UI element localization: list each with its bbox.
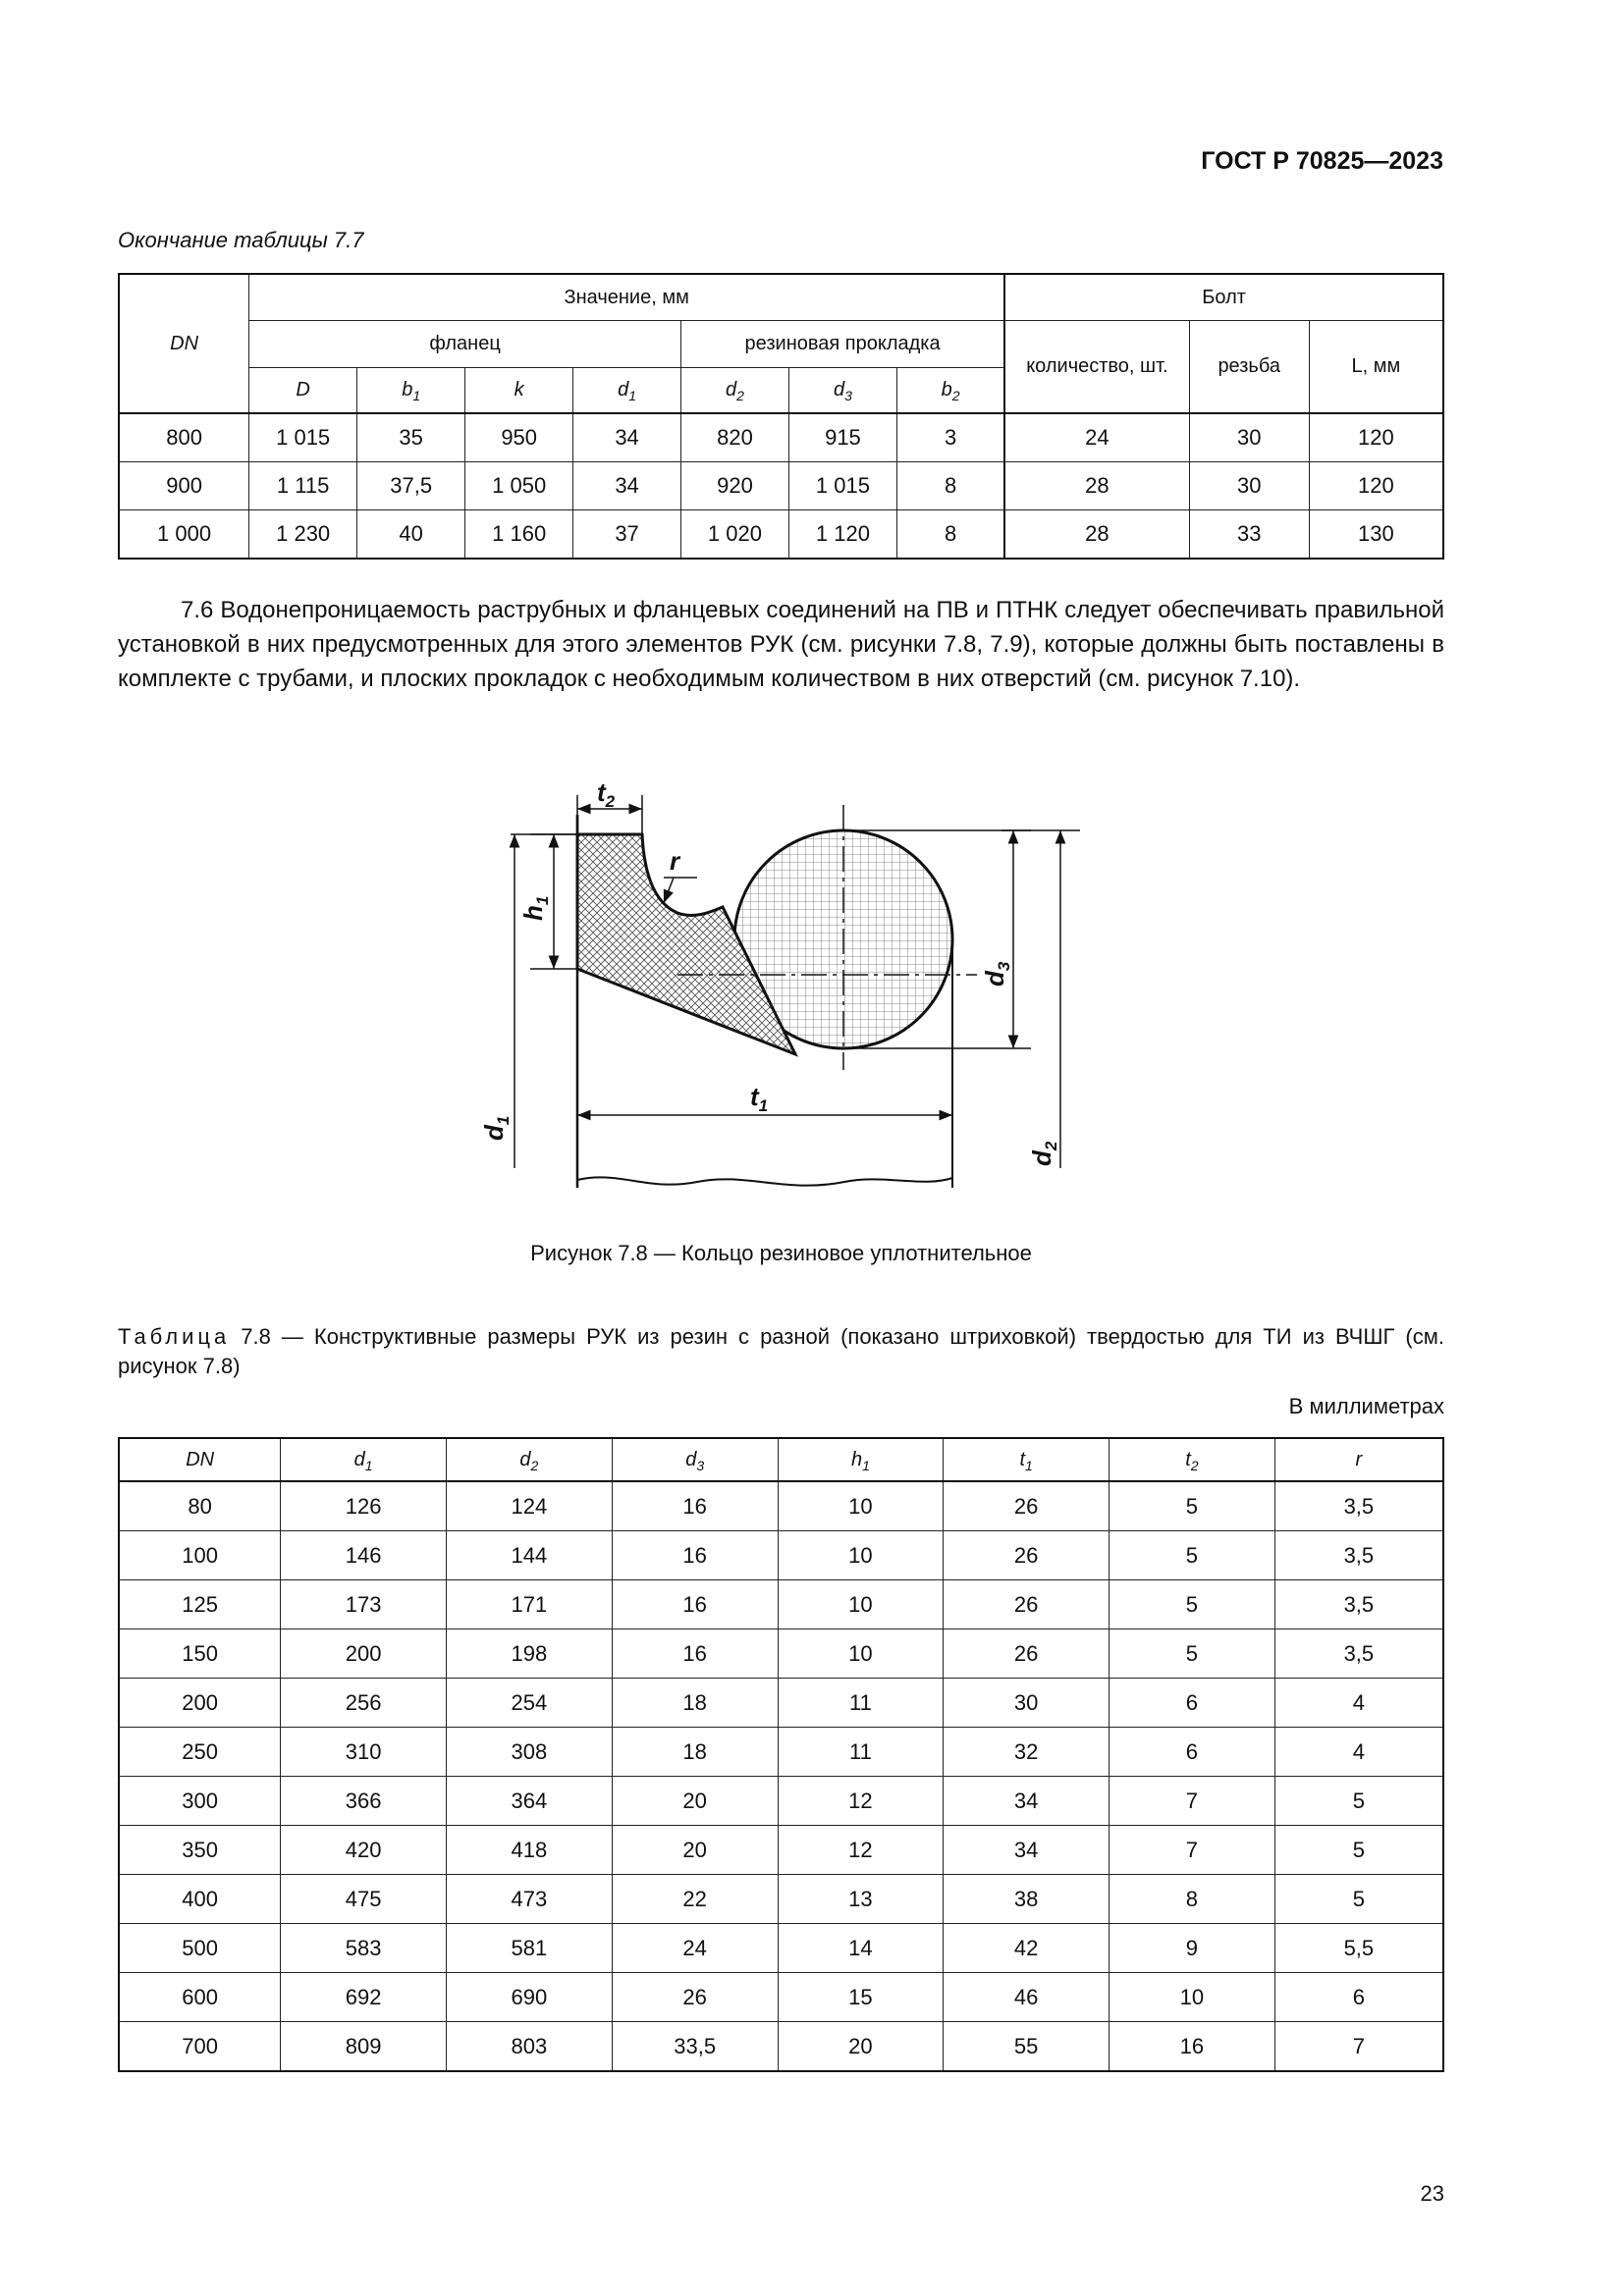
- table-cell: 3,5: [1274, 1531, 1443, 1580]
- table-7-7-caption: Окончание таблицы 7.7: [118, 228, 364, 252]
- table-cell: 80: [119, 1481, 281, 1531]
- table-cell: 14: [778, 1924, 944, 1973]
- table-cell: 3: [896, 413, 1004, 462]
- table-cell: 26: [944, 1580, 1110, 1629]
- col-header-r: [1274, 1438, 1443, 1481]
- document-code: ГОСТ Р 70825—2023: [1201, 147, 1443, 175]
- table-row: [119, 1481, 1443, 1531]
- label-d1: $d_1$: [479, 1115, 513, 1141]
- col-header-d3-subscript: 3: [696, 1457, 705, 1473]
- table-cell: 28: [1004, 462, 1189, 510]
- table-cell: 38: [944, 1875, 1110, 1924]
- table-cell: 420: [281, 1826, 447, 1875]
- table-7-8-caption-word: Таблица: [118, 1324, 231, 1349]
- table-cell: 8: [1110, 1875, 1275, 1924]
- col-header-h1: [778, 1438, 944, 1481]
- table-cell: 366: [281, 1777, 447, 1826]
- table-cell: 40: [357, 510, 465, 560]
- col-header-d1-3-subscript: 1: [628, 388, 637, 403]
- table-cell: 3,5: [1274, 1580, 1443, 1629]
- table-cell: 809: [281, 2022, 447, 2072]
- col-header-bolt-qty: количество, шт.: [1004, 321, 1189, 414]
- table-cell: 1 015: [249, 413, 357, 462]
- col-header-t1: [944, 1438, 1110, 1481]
- table-cell: 5: [1274, 1875, 1443, 1924]
- table-cell: 124: [447, 1481, 613, 1531]
- table-cell: 690: [447, 1973, 613, 2022]
- col-header-d2-subscript: 2: [530, 1457, 539, 1473]
- col-header-d2-4: [680, 368, 788, 414]
- table-cell: 583: [281, 1924, 447, 1973]
- col-header-d3-symbol: d: [685, 1448, 697, 1470]
- table-cell: 200: [119, 1679, 281, 1728]
- col-header-bolt-thread: резьба: [1189, 321, 1309, 414]
- table-cell: 18: [612, 1679, 778, 1728]
- table-7-7: [118, 273, 1444, 560]
- table-cell: 5,5: [1274, 1924, 1443, 1973]
- table-cell: 600: [119, 1973, 281, 2022]
- col-header-b2-6-symbol: b: [941, 379, 952, 400]
- table-row: [119, 413, 1443, 462]
- col-header-d1: [281, 1438, 447, 1481]
- table-cell: 11: [778, 1728, 944, 1777]
- table-cell: 310: [281, 1728, 447, 1777]
- table-cell: 5: [1274, 1826, 1443, 1875]
- col-header-h1-subscript: 1: [862, 1457, 870, 1473]
- col-header-r-symbol: r: [1355, 1448, 1363, 1470]
- table-row: [119, 1728, 1443, 1777]
- table-cell: 34: [944, 1826, 1110, 1875]
- table-cell: 10: [778, 1580, 944, 1629]
- table-cell: 5: [1110, 1481, 1275, 1531]
- col-header-h1-symbol: h: [850, 1448, 863, 1470]
- table-cell: 3,5: [1274, 1629, 1443, 1679]
- col-header-d3-5-subscript: 3: [844, 388, 852, 403]
- table-cell: 126: [281, 1481, 447, 1531]
- table-cell: 28: [1004, 510, 1189, 560]
- table-cell: 10: [1110, 1973, 1275, 2022]
- table-cell: 173: [281, 1580, 447, 1629]
- col-header-k-2: [465, 368, 573, 414]
- table-cell: 22: [612, 1875, 778, 1924]
- table-cell: 16: [612, 1580, 778, 1629]
- col-header-d2: [447, 1438, 613, 1481]
- table-cell: 16: [612, 1531, 778, 1580]
- table-cell: 35: [357, 413, 465, 462]
- table-row: [119, 1826, 1443, 1875]
- label-t2: $t_2$: [597, 777, 616, 811]
- table-cell: 6: [1110, 1728, 1275, 1777]
- table-cell: 11: [778, 1679, 944, 1728]
- table-cell: 5: [1274, 1777, 1443, 1826]
- table-cell: 32: [944, 1728, 1110, 1777]
- figure-7-8-caption: Рисунок 7.8 — Кольцо резиновое уплотнительное: [530, 1241, 1032, 1265]
- table-cell: 1 230: [249, 510, 357, 560]
- table-cell: 144: [447, 1531, 613, 1580]
- table-cell: 6: [1274, 1973, 1443, 2022]
- table-cell: 150: [119, 1629, 281, 1679]
- table-cell: 4: [1274, 1728, 1443, 1777]
- table-cell: 7: [1110, 1826, 1275, 1875]
- col-header-d1-symbol: d: [353, 1448, 365, 1470]
- table-cell: 900: [119, 462, 249, 510]
- table-cell: 200: [281, 1629, 447, 1679]
- table-cell: 473: [447, 1875, 613, 1924]
- col-header-t2: [1110, 1438, 1275, 1481]
- table-cell: 400: [119, 1875, 281, 1924]
- col-header-dn: DN: [119, 274, 249, 413]
- col-header-d3-5-symbol: d: [833, 379, 845, 400]
- table-cell: 254: [447, 1679, 613, 1728]
- table-cell: 15: [778, 1973, 944, 2022]
- table-cell: 30: [1189, 413, 1309, 462]
- table-cell: 12: [778, 1777, 944, 1826]
- table-row: [119, 1679, 1443, 1728]
- table-cell: 8: [896, 510, 1004, 560]
- col-header-d2-4-symbol: d: [726, 379, 737, 400]
- table-cell: 418: [447, 1826, 613, 1875]
- table-cell: 26: [612, 1973, 778, 2022]
- table-cell: 24: [1004, 413, 1189, 462]
- table-cell: 820: [680, 413, 788, 462]
- table-row: [119, 1973, 1443, 2022]
- table-cell: 20: [778, 2022, 944, 2072]
- table-row: [119, 510, 1443, 560]
- table-cell: 920: [680, 462, 788, 510]
- col-header-b2-6: [896, 368, 1004, 414]
- table-cell: 18: [612, 1728, 778, 1777]
- table-cell: 130: [1309, 510, 1443, 560]
- col-header-d2-4-subscript: 2: [736, 388, 744, 403]
- subgroup-header-flange: фланец: [249, 321, 681, 368]
- table-cell: 100: [119, 1531, 281, 1580]
- table-cell: 1 020: [680, 510, 788, 560]
- col-header-k-2-symbol: k: [514, 379, 524, 400]
- table-row: [119, 1531, 1443, 1580]
- table-cell: 37: [573, 510, 681, 560]
- col-header-d-0-symbol: D: [296, 379, 310, 400]
- col-header-d1-3-symbol: d: [618, 379, 629, 400]
- table-cell: 1 120: [788, 510, 896, 560]
- col-header-d1-subscript: 1: [364, 1457, 373, 1473]
- table-cell: 1 115: [249, 462, 357, 510]
- table-cell: 120: [1309, 462, 1443, 510]
- label-d2: $d_2$: [1027, 1141, 1060, 1166]
- table-row: [119, 462, 1443, 510]
- table-cell: 803: [447, 2022, 613, 2072]
- table-cell: 9: [1110, 1924, 1275, 1973]
- table-cell: 5: [1110, 1531, 1275, 1580]
- table-cell: 475: [281, 1875, 447, 1924]
- table-cell: 581: [447, 1924, 613, 1973]
- table-cell: 125: [119, 1580, 281, 1629]
- table-cell: 171: [447, 1580, 613, 1629]
- table-cell: 1 050: [465, 462, 573, 510]
- table-cell: 37,5: [357, 462, 465, 510]
- table-cell: 33: [1189, 510, 1309, 560]
- table-cell: 30: [1189, 462, 1309, 510]
- table-cell: 308: [447, 1728, 613, 1777]
- col-header-t1-subscript: 1: [1025, 1457, 1033, 1473]
- table-cell: 16: [612, 1481, 778, 1531]
- table-cell: 26: [944, 1531, 1110, 1580]
- table-row: [119, 1580, 1443, 1629]
- table-7-8: [118, 1437, 1444, 2072]
- table-cell: 20: [612, 1777, 778, 1826]
- col-header-b2-6-subscript: 2: [951, 388, 960, 403]
- col-header-d2-symbol: d: [519, 1448, 531, 1470]
- table-cell: 16: [1110, 2022, 1275, 2072]
- table-cell: 256: [281, 1679, 447, 1728]
- table-cell: 1 160: [465, 510, 573, 560]
- table-cell: 24: [612, 1924, 778, 1973]
- table-cell: 7: [1110, 1777, 1275, 1826]
- table-cell: 33,5: [612, 2022, 778, 2072]
- table-cell: 16: [612, 1629, 778, 1679]
- table-cell: 146: [281, 1531, 447, 1580]
- table-cell: 198: [447, 1629, 613, 1679]
- table-cell: 4: [1274, 1679, 1443, 1728]
- table-cell: 34: [573, 413, 681, 462]
- col-header-t1-symbol: t: [1019, 1448, 1026, 1470]
- table-cell: 55: [944, 2022, 1110, 2072]
- table-cell: 10: [778, 1531, 944, 1580]
- col-header-b1-1-symbol: b: [402, 379, 413, 400]
- group-header-value: Значение, мм: [249, 274, 1005, 321]
- col-header-d-0: [249, 368, 357, 414]
- table-cell: 8: [896, 462, 1004, 510]
- table-cell: 250: [119, 1728, 281, 1777]
- table-cell: 692: [281, 1973, 447, 2022]
- col-header-b1-1: [357, 368, 465, 414]
- col-header-d3-5: [788, 368, 896, 414]
- table-cell: 1 015: [788, 462, 896, 510]
- label-t1: $t_1$: [750, 1082, 769, 1115]
- table-row: [119, 1629, 1443, 1679]
- table-cell: 364: [447, 1777, 613, 1826]
- table-cell: 20: [612, 1826, 778, 1875]
- subgroup-header-gasket: резиновая прокладка: [680, 321, 1004, 368]
- table-7-8-caption-text: 7.8 — Конструктивные размеры РУК из резин с разной (показано штриховкой) твердостью для ТИ из ВЧШГ (см. рисунок 7.8): [118, 1324, 1444, 1378]
- table-cell: 12: [778, 1826, 944, 1875]
- table-cell: 300: [119, 1777, 281, 1826]
- col-header-b1-1-subscript: 1: [412, 388, 421, 403]
- table-cell: 13: [778, 1875, 944, 1924]
- table-cell: 10: [778, 1481, 944, 1531]
- paragraph-7-6-text: 7.6 Водонепроницаемость раструбных и фланцевых соединений на ПВ и ПТНК следует обеспечивать правильной установкой в них предусмотренных для этого элементов РУК (см. рисунки 7.8, 7.9), которые должны быть поставлены в комплекте с трубами, и плоских прокладок с необходимым количеством в них отверстий (см. рисунок 7.10).: [118, 597, 1444, 692]
- table-row: [119, 1924, 1443, 1973]
- table-cell: 34: [944, 1777, 1110, 1826]
- table-cell: 950: [465, 413, 573, 462]
- table-cell: 5: [1110, 1580, 1275, 1629]
- table-cell: 350: [119, 1826, 281, 1875]
- col-header-dn-symbol: DN: [186, 1448, 215, 1470]
- table-cell: 34: [573, 462, 681, 510]
- label-r: r: [670, 846, 680, 876]
- col-header-d1-3: [573, 368, 681, 414]
- table-cell: 120: [1309, 413, 1443, 462]
- col-header-dn: [119, 1438, 281, 1481]
- table-cell: 46: [944, 1973, 1110, 2022]
- table-cell: 30: [944, 1679, 1110, 1728]
- units-note: В миллиметрах: [1288, 1394, 1444, 1418]
- table-cell: 700: [119, 2022, 281, 2072]
- table-7-8-caption: [118, 1322, 1444, 1381]
- table-cell: 26: [944, 1629, 1110, 1679]
- page-number: 23: [1420, 2181, 1444, 2206]
- label-h1: $h_1$: [518, 895, 552, 921]
- table-cell: 3,5: [1274, 1481, 1443, 1531]
- table-row: [119, 1777, 1443, 1826]
- table-cell: 5: [1110, 1629, 1275, 1679]
- col-header-d3: [612, 1438, 778, 1481]
- table-cell: 1 000: [119, 510, 249, 560]
- table-cell: 10: [778, 1629, 944, 1679]
- table-cell: 915: [788, 413, 896, 462]
- label-d3: $d_3$: [980, 961, 1013, 987]
- table-row: [119, 2022, 1443, 2072]
- paragraph-7-6: [118, 593, 1444, 696]
- figure-7-8-drawing: [452, 775, 1139, 1207]
- break-line: [577, 1177, 952, 1185]
- table-cell: 500: [119, 1924, 281, 1973]
- col-header-t2-subscript: 2: [1190, 1457, 1199, 1473]
- table-cell: 42: [944, 1924, 1110, 1973]
- col-header-bolt-length: L, мм: [1309, 321, 1443, 414]
- group-header-bolt: Болт: [1004, 274, 1443, 321]
- table-row: [119, 1875, 1443, 1924]
- table-cell: 6: [1110, 1679, 1275, 1728]
- table-cell: 800: [119, 413, 249, 462]
- col-header-t2-symbol: t: [1185, 1448, 1191, 1470]
- table-cell: 26: [944, 1481, 1110, 1531]
- table-cell: 7: [1274, 2022, 1443, 2072]
